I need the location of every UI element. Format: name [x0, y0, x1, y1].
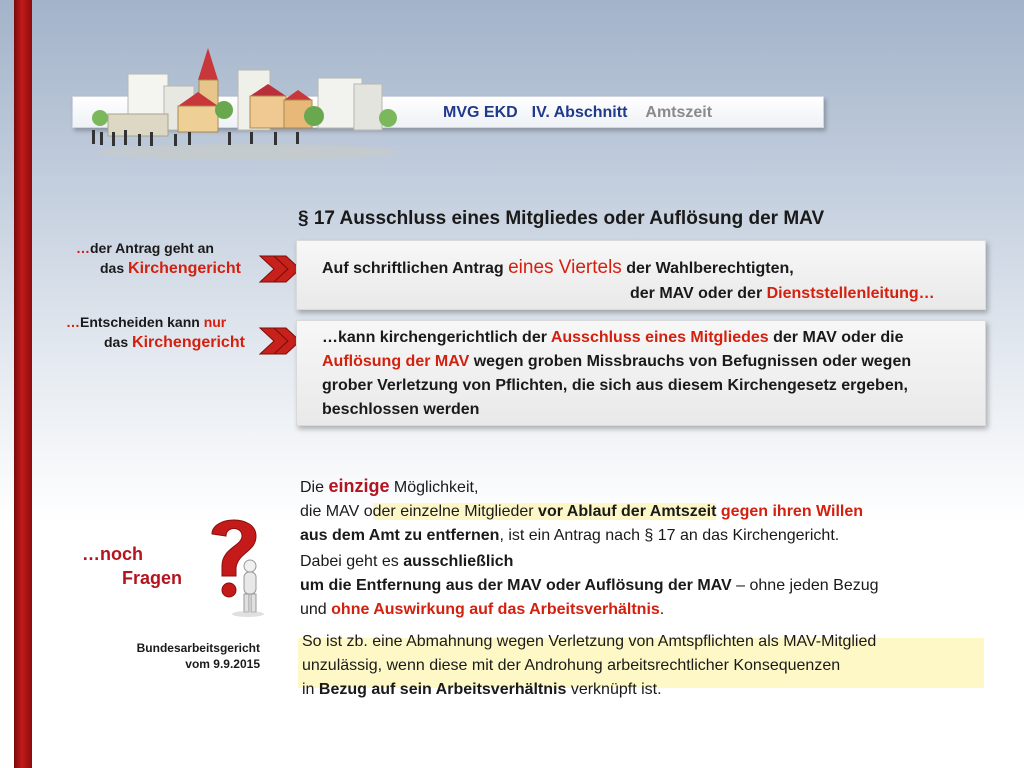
banner-topic: Amtszeit [645, 104, 713, 121]
question-mark-figure-icon [198, 510, 270, 618]
paragraph-ausschliesslich: Dabei geht es ausschließlich um die Entfernung aus der MAV oder Auflösung der MAV – ohne jeden Bezug und ohne Auswirkung auf das Arbeitsverhältnis. [300, 553, 879, 618]
left-accent-bar [14, 0, 32, 768]
court-reference: Bundesarbeitsgericht vom 9.9.2015 [136, 641, 260, 671]
ausschluss-text: …kann kirchengerichtlich der Ausschluss eines Mitgliedes der MAV oder die Auflösung der MAV wegen groben Missbrauchs von Befugnissen oder wegen grober Verletzung von Pflichten, die sich aus diesem Kirchengesetz ergeben, beschlossen werden [322, 329, 912, 418]
paragraph-moeglichkeit: Die einzige Möglichkeit, die MAV oder einzelne Mitglieder vor Ablauf der Amtszeit gegen ihren Willen aus dem Amt zu entfernen, ist ein Antrag nach § 17 an das Kirchengericht. [300, 476, 863, 544]
side-label-entscheiden: …Entscheiden kann nur das Kirchengericht [66, 314, 245, 351]
side-label-antrag: …der Antrag geht an das Kirchengericht [76, 240, 241, 277]
banner-law: MVG EKD [443, 104, 518, 121]
town-illustration [78, 44, 418, 162]
page-title: § 17 Ausschluss eines Mitgliedes oder Auflösung der MAV [298, 208, 825, 229]
banner-title [443, 104, 712, 122]
antrag-text-line1: Auf schriftlichen Antrag eines Viertels der Wahlberechtigten, [322, 257, 794, 278]
noch-fragen-label: …noch Fragen [82, 544, 183, 588]
antrag-text-line2: der MAV oder der Dienststellenleitung… [630, 285, 935, 302]
paragraph-abmahnung: So ist zb. eine Abmahnung wegen Verletzung von Amtspflichten als MAV-Mitglied unzulässig, wenn diese mit der Androhung arbeitsrechtlicher Konsequenzen in Bezug auf sein Arbeitsverhältnis verknüpft ist. [302, 633, 877, 698]
banner-section: IV. Abschnitt [531, 104, 628, 121]
